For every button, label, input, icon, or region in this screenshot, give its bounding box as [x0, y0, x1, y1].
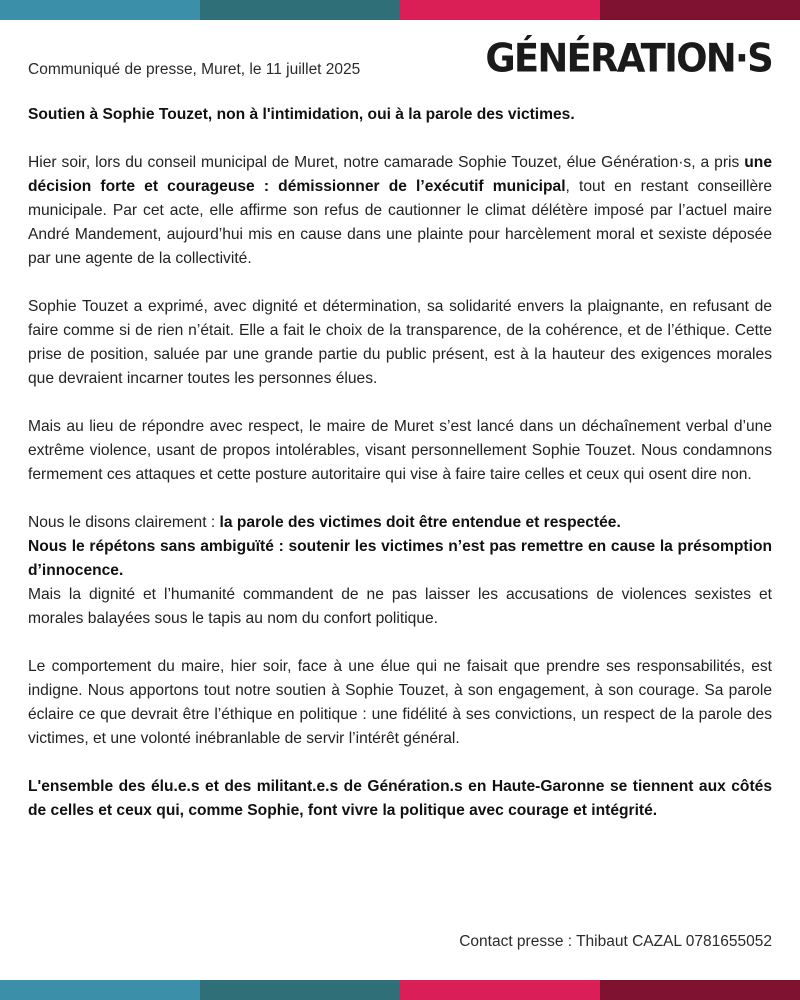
p1-text-a: Hier soir, lors du conseil municipal de Muret, notre camarade Sophie Touzet, élue Génération·s, a pris — [28, 154, 745, 171]
generation-s-logo: GÉNÉRATION·S — [485, 35, 772, 82]
p4-text-a: Nous le disons clairement : — [28, 514, 220, 531]
band-segment-4 — [600, 0, 800, 20]
top-color-band — [0, 0, 800, 20]
p1-text-c: , tout en restant conseillère municipale. Par cet acte, elle affirme son refus de cautionner le climat délétère imposé par l’actuel maire André Mandement, aujourd’hui mis en cause dans une plainte pour harcèlement moral et sexiste déposée par une agente de la collectivité. — [28, 178, 772, 267]
press-release-body — [28, 103, 772, 823]
paragraph-3: Mais au lieu de répondre avec respect, le maire de Muret s’est lancé dans un déchaînement verbal d’une extrême violence, usant de propos intolérables, visant personnellement Sophie Touzet. Nous condamnons fermement ces attaques et cette posture autoritaire qui vise à faire taire celles et ceux qui osent dire non. — [28, 418, 772, 483]
press-release-dateline: Communiqué de presse, Muret, le 11 juillet 2025 — [28, 61, 361, 78]
p6-text-bold: L'ensemble des élu.e.s et des militant.e.s de Génération.s en Haute-Garonne se tiennent aux côtés de celles et ceux qui, comme Sophie, font vivre la politique avec courage et intégrité. — [28, 778, 772, 819]
paragraph-4-line-2 — [28, 535, 772, 583]
band-segment-1 — [0, 0, 200, 20]
paragraph-4-line-1 — [28, 511, 772, 535]
bottom-color-band — [0, 980, 800, 1000]
paragraph-1 — [28, 151, 772, 271]
press-contact: Contact presse : Thibaut CAZAL 0781655052 — [459, 933, 772, 950]
band-segment-1 — [0, 980, 200, 1000]
band-segment-3 — [400, 0, 600, 20]
paragraph-6 — [28, 775, 772, 823]
band-segment-2 — [200, 0, 400, 20]
p1-text-bold: une décision forte et courageuse : démissionner de l’exécutif municipal — [28, 154, 772, 195]
p4-text-c: Nous le répétons sans ambiguïté : soutenir les victimes n’est pas remettre en cause la présomption d’innocence. — [28, 538, 772, 579]
paragraph-5: Le comportement du maire, hier soir, face à une élue qui ne faisait que prendre ses responsabilités, est indigne. Nous apportons tout notre soutien à Sophie Touzet, à son engagement, à son courage. Sa parole éclaire ce que devrait être l’éthique en politique : une fidélité à ses convictions, un respect de la parole des victimes, et une volonté inébranlable de servir l’intérêt général. — [28, 658, 772, 747]
p4-text-bold: la parole des victimes doit être entendue et respectée. — [219, 514, 621, 531]
press-release-title: Soutien à Sophie Touzet, non à l'intimidation, oui à la parole des victimes. — [28, 106, 575, 123]
band-segment-3 — [400, 980, 600, 1000]
paragraph-4-line-3: Mais la dignité et l’humanité commandent de ne pas laisser les accusations de violences sexistes et morales balayées sous le tapis au nom du confort politique. — [28, 586, 772, 627]
paragraph-2: Sophie Touzet a exprimé, avec dignité et détermination, sa solidarité envers la plaignante, en refusant de faire comme si de rien n’était. Elle a fait le choix de la transparence, de la cohérence, et de l’éthique. Cette prise de position, saluée par une grande partie du public présent, est à la hauteur des exigences morales que devraient incarner toutes les personnes élues. — [28, 298, 772, 387]
band-segment-2 — [200, 980, 400, 1000]
band-segment-4 — [600, 980, 800, 1000]
